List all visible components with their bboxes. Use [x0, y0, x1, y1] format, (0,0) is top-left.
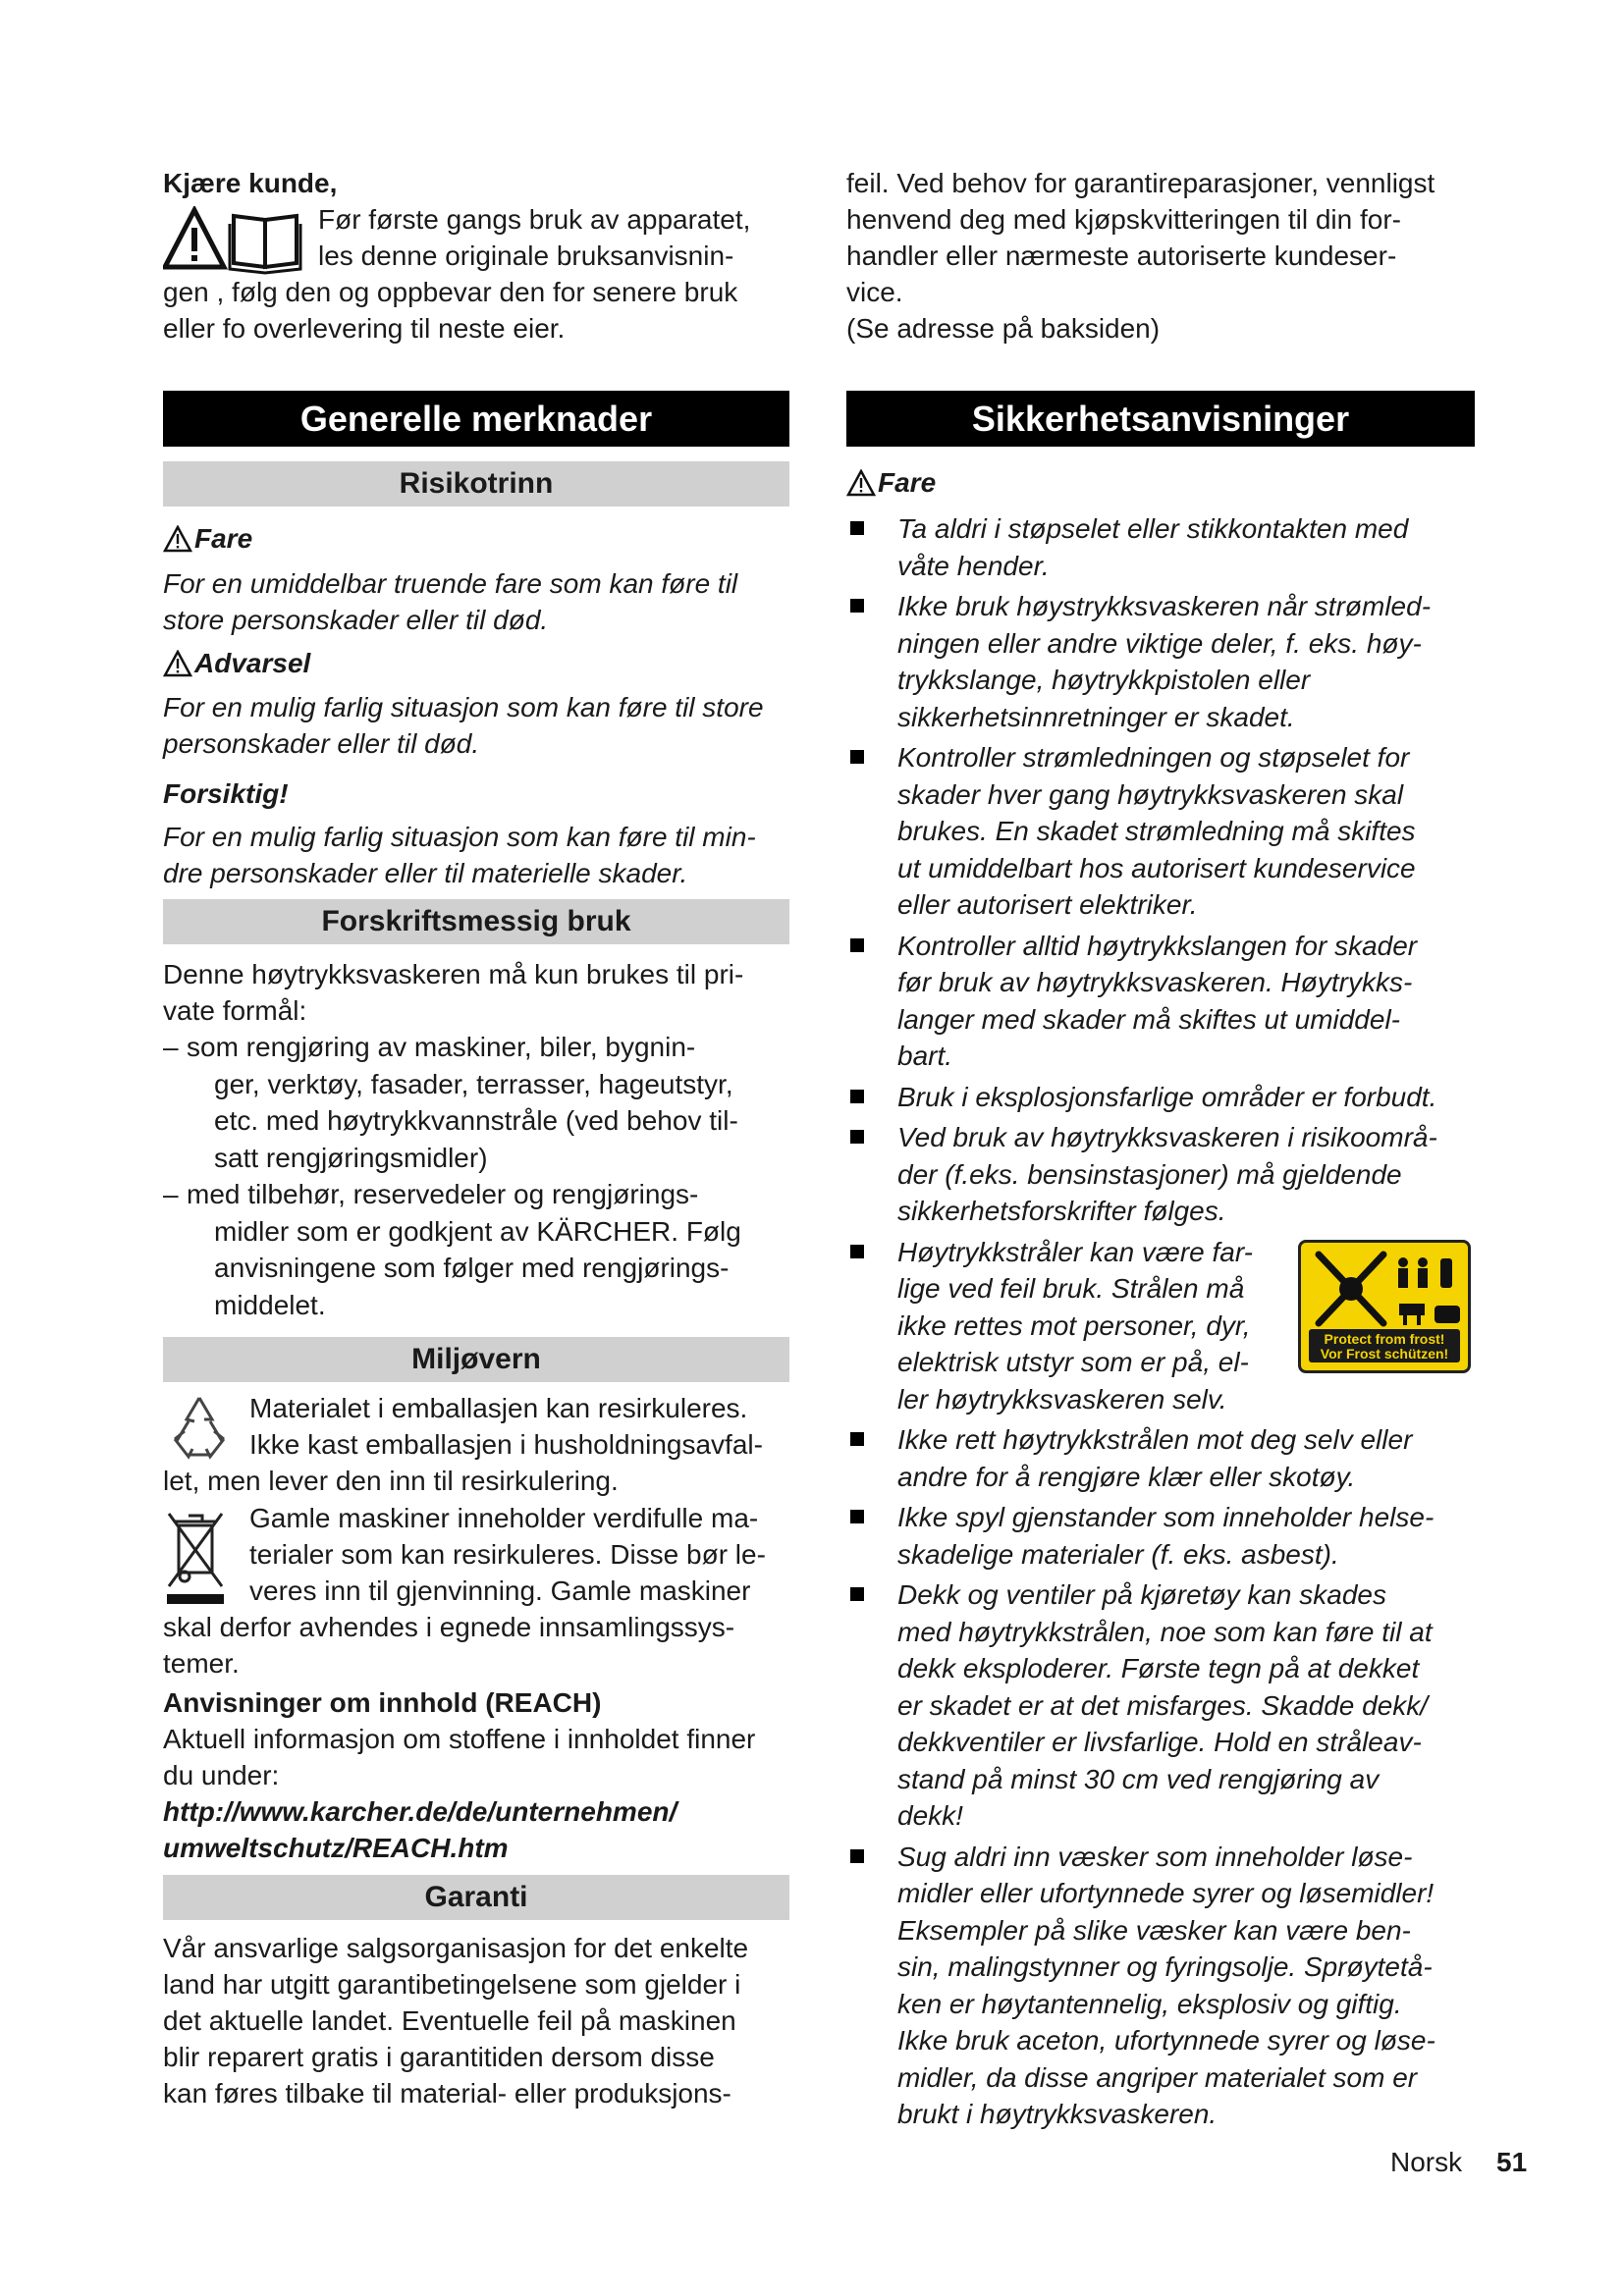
list-item-line: med tilbehør, reservedeler og rengjørings-	[187, 1179, 699, 1209]
bin-text: veres inn til gjenvinning. Gamle maskiner	[249, 1575, 751, 1606]
bullet-square	[850, 1090, 864, 1103]
footer-language: Norsk	[1390, 2147, 1463, 2177]
bullet-line: Eksempler på slike væsker kan være ben-	[897, 1914, 1411, 1946]
bin-text: temer.	[163, 1648, 240, 1679]
reach-heading: Anvisninger om innhold (REACH)	[163, 1687, 602, 1718]
list-item	[846, 1234, 1475, 1418]
reach-text: Aktuell informasjon om stoffene i innholdet finner	[163, 1724, 756, 1754]
warranty-cont: handler eller nærmeste autoriserte kundeser-	[846, 240, 1397, 271]
advarsel-text: For en mulig farlig situasjon som kan føre til store	[163, 692, 764, 722]
safety-bullet-list	[846, 510, 1475, 2137]
list-item-line: som rengjøring av maskiner, biler, bygnin-	[187, 1032, 696, 1062]
dash-marker: –	[163, 1179, 179, 1209]
warning-triangle-icon	[163, 525, 192, 553]
bullet-line: ken er høytantennelig, eksplosiv og giftig.	[897, 1988, 1402, 2019]
bullet-line: Kontroller strømledningen og støpselet for	[897, 742, 1410, 773]
bullet-line: elektrisk utstyr som er på, el-	[897, 1347, 1249, 1377]
warning-triangle-icon	[163, 650, 192, 677]
page-number: 51	[1496, 2147, 1528, 2177]
forsiktig-text: dre personskader eller til materielle skader.	[163, 858, 688, 888]
list-item	[163, 1029, 789, 1176]
bullet-line: trykkslange, høytrykkpistolen eller	[897, 665, 1311, 695]
subheading-guarantee: Garanti	[163, 1875, 789, 1920]
bullet-line: dekk eksploderer. Første tegn på at dekket	[897, 1653, 1420, 1683]
list-item	[846, 739, 1475, 924]
bullet-line: Ved bruk av høytrykksvaskeren i risikoområ-	[897, 1122, 1437, 1152]
guarantee-text: Vår ansvarlige salgsorganisasjon for det enkelte	[163, 1933, 749, 1963]
list-item	[846, 1421, 1475, 1495]
fare-text: store personskader eller til død.	[163, 605, 549, 635]
intro-line: eller fo overlevering til neste eier.	[163, 313, 566, 344]
frost-warning-sticker	[1298, 1240, 1471, 1373]
guarantee-text: det aktuelle landet. Eventuelle feil på maskinen	[163, 2005, 736, 2036]
bullet-square	[850, 750, 864, 764]
bullet-line: Ikke bruk aceton, ufortynnede syrer og løse-	[897, 2025, 1435, 2056]
warranty-cont: (Se adresse på baksiden)	[846, 313, 1161, 344]
list-item	[846, 588, 1475, 735]
list-item	[846, 510, 1475, 584]
list-item	[846, 928, 1475, 1075]
bullet-line: sin, malingstynner og fyringsolje. Sprøytetå-	[897, 1951, 1433, 1982]
list-item-line: etc. med høytrykkvannstråle (ved behov til-	[214, 1105, 738, 1136]
bullet-square	[850, 1130, 864, 1144]
bullet-line: Ikke spyl gjenstander som inneholder helse-	[897, 1502, 1435, 1532]
subheading-risk-levels: Risikotrinn	[163, 461, 789, 507]
list-item-line: middelet.	[214, 1289, 326, 1320]
no-spray-pictogram-icon	[1301, 1245, 1468, 1335]
bullet-line: langer med skader må skiftes ut umiddel-	[897, 1003, 1400, 1035]
warning-triangle-icon	[846, 469, 876, 497]
subheading-intended-use: Forskriftsmessig bruk	[163, 899, 789, 944]
bullet-line: ningen eller andre viktige deler, f. eks. høy-	[897, 627, 1422, 659]
bullet-line: eller autorisert elektriker.	[897, 889, 1198, 920]
advarsel-label-row	[163, 648, 310, 679]
fare-label: Fare	[194, 523, 253, 554]
bullet-line: ut umiddelbart hos autorisert kundeservice	[897, 852, 1416, 883]
bullet-line: midler eller ufortynnede syrer og løsemidler!	[897, 1878, 1435, 1908]
bullet-square	[850, 521, 864, 535]
list-item	[846, 1839, 1475, 2133]
bullet-line: Sug aldri inn væsker som inneholder løse-	[897, 1841, 1413, 1872]
bullet-square	[850, 1510, 864, 1523]
bullet-square	[850, 938, 864, 952]
bullet-line: er skadet er at det misfarges. Skadde dekk/	[897, 1689, 1429, 1721]
bullet-line: ler høytrykksvaskeren selv.	[897, 1383, 1227, 1415]
bullet-square	[850, 1587, 864, 1601]
subheading-environment: Miljøvern	[163, 1337, 789, 1382]
safety-fare-row	[846, 467, 936, 499]
recycling-icon	[163, 1392, 236, 1461]
bullet-line: før bruk av høytrykksvaskeren. Høytrykks-	[897, 967, 1413, 997]
safety-manual-icons	[163, 206, 304, 275]
bullet-line: der (f.eks. bensinstasjoner) må gjeldende	[897, 1158, 1402, 1190]
bullet-line: brukt i høytrykksvaskeren.	[897, 2099, 1218, 2129]
intro-line: les denne originale bruksanvisnin-	[318, 240, 734, 271]
bullet-line: med høytrykkstrålen, noe som kan føre til at	[897, 1616, 1433, 1647]
recycle-text: let, men lever den inn til resirkulering.	[163, 1466, 619, 1496]
bullet-square	[850, 1432, 864, 1446]
list-item-line: midler som er godkjent av KÄRCHER. Følg	[214, 1215, 741, 1247]
list-item	[846, 1576, 1475, 1835]
fare-text: For en umiddelbar truende fare som kan føre til	[163, 568, 738, 599]
bullet-line: skader hver gang høytrykksvaskeren skal	[897, 778, 1404, 810]
sticker-text-en: Protect from frost!	[1324, 1330, 1445, 1347]
bullet-line: stand på minst 30 cm ved rengjøring av	[897, 1763, 1380, 1794]
list-item-line: anvisningene som følger med rengjørings-	[214, 1253, 730, 1283]
bullet-line: sikkerhetsinnretninger er skadet.	[897, 701, 1295, 732]
reach-link[interactable]: http://www.karcher.de/de/unternehmen/	[163, 1796, 677, 1827]
guarantee-text: blir reparert gratis i garantitiden dersom disse	[163, 2042, 715, 2072]
book-icon	[230, 216, 300, 273]
warranty-cont: feil. Ved behov for garantireparasjoner, vennligst	[846, 168, 1435, 198]
bullet-square	[850, 599, 864, 613]
bullet-line: dekkventiler er livsfarlige. Hold en stråleav-	[897, 1727, 1422, 1757]
bin-text: terialer som kan resirkuleres. Disse bør le-	[249, 1539, 766, 1570]
sticker-text-de: Vor Frost schützen!	[1320, 1345, 1449, 1362]
intro-line: Før første gangs bruk av apparatet,	[318, 204, 751, 235]
recycle-text: Ikke kast emballasjen i husholdningsavfal-	[249, 1429, 763, 1460]
bullet-line: andre for å rengjøre klær eller skotøy.	[897, 1461, 1356, 1492]
bullet-line: Dekk og ventiler på kjøretøy kan skades	[897, 1579, 1386, 1610]
bullet-line: Ikke rett høytrykkstrålen mot deg selv eller	[897, 1424, 1413, 1455]
dash-marker: –	[163, 1032, 179, 1062]
list-item	[846, 1499, 1475, 1573]
intended-use-intro: vate formål:	[163, 995, 307, 1026]
bullet-line: skadelige materialer (f. eks. asbest).	[897, 1538, 1339, 1570]
advarsel-label: Advarsel	[194, 648, 311, 678]
bullet-line: ikke rettes mot personer, dyr,	[897, 1309, 1251, 1341]
bullet-line: midler, da disse angriper materialet som er	[897, 2061, 1418, 2093]
forsiktig-text: For en mulig farlig situasjon som kan føre til min-	[163, 822, 756, 852]
safety-fare-label: Fare	[878, 467, 937, 498]
list-item	[163, 1176, 789, 1323]
bullet-line: dekk!	[897, 1800, 963, 1831]
bullet-line: våte hender.	[897, 550, 1050, 581]
bin-text: skal derfor avhendes i egnede innsamlingssys-	[163, 1612, 735, 1642]
intended-use-list	[163, 1029, 789, 1323]
forsiktig-label: Forsiktig!	[163, 778, 289, 809]
intended-use-intro: Denne høytrykksvaskeren må kun brukes til pri-	[163, 959, 744, 989]
bullet-line: lige ved feil bruk. Strålen må	[897, 1273, 1245, 1304]
guarantee-text: kan føres tilbake til material- eller produksjons-	[163, 2078, 731, 2109]
bullet-line: Høytrykkstråler kan være far-	[897, 1236, 1253, 1267]
bullet-line: sikkerhetsforskrifter følges.	[897, 1196, 1226, 1226]
bullet-line: Ikke bruk høystrykksvaskeren når strømled-	[897, 591, 1432, 621]
bullet-line: Ta aldri i støpselet eller stikkontakten med	[897, 513, 1409, 544]
bullet-line: Kontroller alltid høytrykkslangen for skader	[897, 930, 1418, 961]
recycle-text: Materialet i emballasjen kan resirkuleres.	[249, 1393, 748, 1423]
section-heading-safety: Sikkerhetsanvisninger	[846, 391, 1475, 447]
list-item	[846, 1079, 1475, 1116]
bullet-line: brukes. En skadet strømledning må skiftes	[897, 816, 1416, 846]
intro-line: gen , følg den og oppbevar den for senere bruk	[163, 277, 738, 307]
list-item-line: ger, verktøy, fasader, terrasser, hageutstyr,	[214, 1068, 733, 1099]
crossed-bin-icon	[163, 1508, 228, 1606]
bin-text: Gamle maskiner inneholder verdifulle ma-	[249, 1503, 759, 1533]
warranty-cont: henvend deg med kjøpskvitteringen til din for-	[846, 204, 1401, 235]
reach-text: du under:	[163, 1760, 280, 1790]
bullet-line: bart.	[897, 1041, 953, 1071]
warranty-cont: vice.	[846, 277, 903, 307]
list-item	[846, 1119, 1475, 1230]
section-heading-general: Generelle merknader	[163, 391, 789, 447]
bullet-square	[850, 1245, 864, 1258]
bullet-line: Bruk i eksplosjonsfarlige områder er forbudt.	[897, 1081, 1437, 1112]
advarsel-text: personskader eller til død.	[163, 728, 480, 759]
greeting: Kjære kunde,	[163, 168, 338, 198]
fare-label-row	[163, 523, 252, 555]
reach-link[interactable]: umweltschutz/REACH.htm	[163, 1833, 509, 1863]
guarantee-text: land har utgitt garantibetingelsene som gjelder i	[163, 1969, 741, 2000]
list-item-line: satt rengjøringsmidler)	[214, 1142, 488, 1173]
bullet-square	[850, 1849, 864, 1863]
